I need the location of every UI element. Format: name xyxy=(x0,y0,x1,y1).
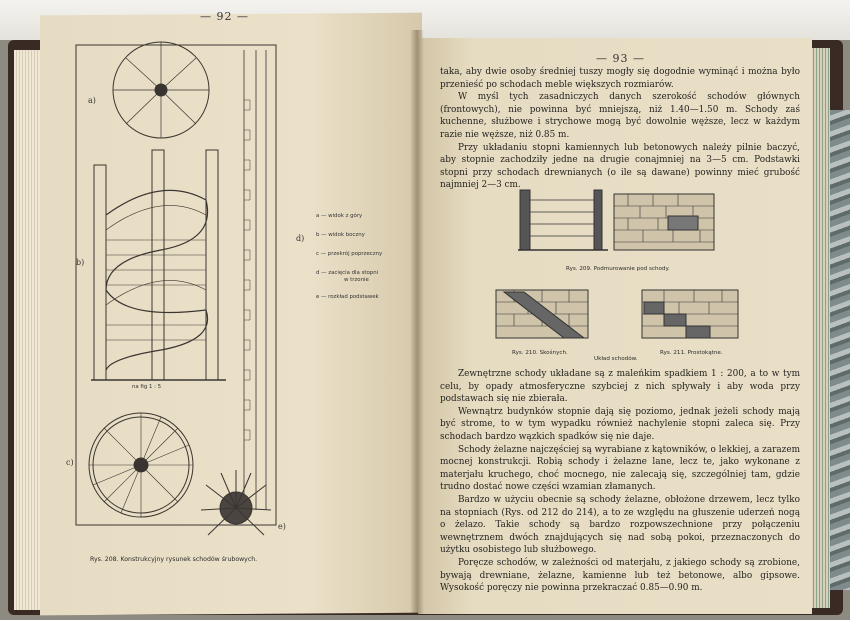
fig208-caption: Rys. 208. Konstrukcyjny rysunek schodów śrubowych. xyxy=(90,556,258,563)
paragraph: W myśl tych zasadniczych danych szerokość schodów głównych (frontowych), nie powinna być mniejszą, niż 1.40—1.50 m. Schody zaś kuchenne, służbowe i strychowe mogą być dowolnie węższe, lecz w każdym razie nie węższe, niż 0.85 m. xyxy=(440,92,800,140)
left-page-number: — 92 — xyxy=(200,10,249,23)
paragraph: Bardzo w użyciu obecnie są schody żelazne, obłożone drzewem, lecz tylko na stopniach (Rys. od 212 do 214), a to ze względu na głuszenie uderzeń nogą o żelazo. Takie schody są bardzo rozpowszechnione przy połączeniu wewnętrznem dwóch znajdujących się nad sobą pokoi, przeznaczonych do użytku osobistego lub służbowego. xyxy=(440,494,800,556)
legend-d-cont: w trzonie xyxy=(344,277,369,283)
paragraph: Wewnątrz budynków stopnie dają się poziomo, jednak jeżeli schody mają być strome, to w tym wypadku również nachylenie stopni zaleca się. Przy schodach bardzo wązkich spadków się nie daje. xyxy=(440,406,800,442)
legend-c: c — przekrój poprzeczny xyxy=(316,251,383,257)
legend-e: e — rozkład podstawek xyxy=(316,294,379,300)
paragraph: taka, aby dwie osoby średniej tuszy mogły się dogodnie wyminąć i można było przenieść po schodach meble większych rozmiarów. xyxy=(440,67,800,90)
text-top xyxy=(440,66,800,192)
paragraph: Przy układaniu stopni kamiennych lub betonowych należy pilnie baczyć, aby stopnie zachodziły jedne na drugie conajmniej na 3—5 cm. Podstawki stopni przy schodach drewnianych (o ile są dawane) powinny mieć grubość najmniej 2—3 cm. xyxy=(440,142,800,191)
scale-note: na fig 1 : 5 xyxy=(132,384,162,390)
label-b: b) xyxy=(76,258,85,267)
label-a: a) xyxy=(88,96,96,105)
label-d: d) xyxy=(296,234,305,243)
right-page-number: — 93 — xyxy=(596,52,645,65)
marbled-edge xyxy=(828,110,850,590)
label-c: c) xyxy=(66,458,74,467)
fig-middle-caption: Układ schodów. xyxy=(594,356,638,362)
spiral-stair-drawing xyxy=(66,40,286,540)
label-e: e) xyxy=(278,522,286,531)
paragraph: Schody żelazne najczęściej są wyrabiane z kątowników, o lekkiej, a zarazem mocnej konstrukcji. Robią schody i żelazne lane, lecz te, jako wykonane z materjału kruchego, choć mocnego, nie zalecają się, szczególniej tam, gdzie trudno dostać nowe części wzamian złamanych. xyxy=(440,444,800,493)
fig209-caption: Rys. 209. Podmurowanie pod schody. xyxy=(566,266,670,272)
text-bottom xyxy=(440,368,800,595)
paragraph: Poręcze schodów, w zależności od materjału, z jakiego schody są zrobione, bywają drewniane, żelazne, kamienne lub też betonowe, albo gipsowe. Wysokość poręczy nie powinna przekraczać 0.85—0.90 m. xyxy=(440,557,800,594)
legend-b: b — widok boczny xyxy=(316,232,365,238)
fig210-211-drawing xyxy=(494,288,744,343)
legend-a: a — widok z góry xyxy=(316,213,363,219)
fig211-caption: Rys. 211. Prostokątne. xyxy=(660,350,723,356)
legend-d: d — zacięcia dla stopni xyxy=(316,270,379,276)
book-gutter xyxy=(410,30,424,614)
paragraph: Zewnętrzne schody układane są z maleńkim spadkiem 1 : 200, a to w tym celu, by opady atmosferyczne szybciej z nich spływały i aby woda przy podstawach się nie zbierała. xyxy=(440,369,800,405)
fig209-drawing xyxy=(518,188,768,253)
fig210-caption: Rys. 210. Skośnych. xyxy=(512,350,568,356)
